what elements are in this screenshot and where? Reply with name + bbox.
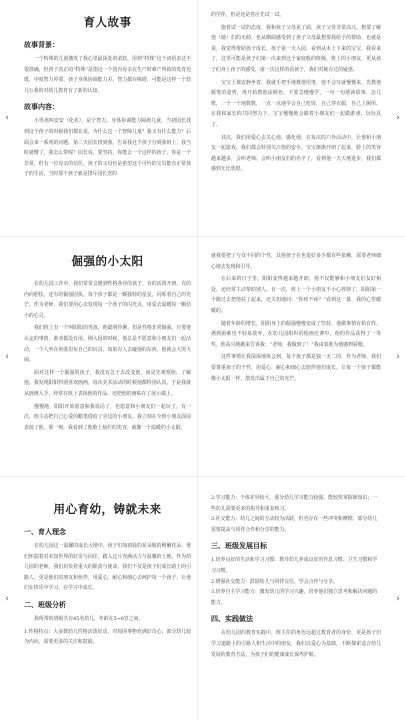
paragraph: 在后来的日子里，阳阳变得越来越开朗，他不仅能够和小朋友们友好相处，还经常主动帮助别人。有一次，班上一个小朋友不小心摔倒了，阳阳第一个跑过去把他扶了起来，还关切地问：“你疼不疼？”看到这一幕，我的心里暖暖的。 [211,276,381,314]
section-heading: 故事内容： [24,103,59,112]
document-page-left [18,477,198,720]
paragraph: 随着年龄的增长，阳阳身上的倔强慢慢变成了坚持，他做事情有始有终，遇到困难也不轻易放弃。在幼儿园组织的绘画比赛中，他的作品获得了一等奖，他高兴地跑来告诉我：“老师，我做到了！”我由衷地为他感到骄傲。 [211,320,381,348]
previous-page-arrow-icon[interactable]: ‹ [5,352,9,362]
list-item: 2.增强社交能力：鼓励幼儿与同伴交往，学会合作与分享。 [211,578,338,585]
list-item: 2.学习能力：个体差异较大，部分幼儿学习能力较强，能较快掌握新知识；一些幼儿需要更多的指导和重复练习。 [211,495,378,512]
list-item: 3.社交能力：幼儿之间的互动较为活跃，但也存在一些冲突和摩擦，部分幼儿需要提高与同伴合作和分享的能力。 [211,516,378,533]
document-page-left [18,0,198,236]
previous-page-arrow-icon[interactable]: ‹ [5,594,9,604]
section-heading: 三、班级发展目标 [211,542,267,551]
paragraph: 1.性格特点：大多数幼儿性格活泼好动，对周围事物充满好奇心；部分幼儿较为内向，需要更多的关注和鼓励。 [24,628,191,646]
paragraph: 这件事情让我深深地体会到，每个孩子都是独一无二的，作为老师，我们要尊重孩子的个性，用爱心、耐心和细心去陪伴他们成长，让每一个孩子都能像小太阳一样，散发出属于自己的光芒。 [211,354,381,382]
paragraph: 在幼儿园工作中，我们常常会遇到性格各异的孩子，有的活泼开朗，有的内向胆怯，还有的倔强固执。每个孩子都是一颗独特的星星，闪烁着自己的光芒。作为老师，我们要用心去发现每一个孩子的闪光点，用爱去温暖每一颗幼小的心灵。 [24,281,191,319]
next-page-arrow-icon[interactable]: › [396,113,400,123]
list-item: 1.培养良好的生活和学习习惯：教导幼儿养成良好的作息习惯、卫生习惯和学习习惯。 [211,557,378,574]
document-preview-card [0,236,405,476]
document-preview-card [0,476,405,720]
paragraph: 小男孩叫安安（化名），是个智力、身体协调能力障碍儿童，当初园长找到这个孩子的时候我们都在说，为什么这一个智障儿童？我又有什么能力？后面会来一系列的问题。第二天园长找到我，告诉我这个孩子分到我班上，我当时就懵了，我怎么带呢？园长说，要坚持，你能去一个这样的孩子，你是一个非常，但有一位母亲的信任，孩子的父母也是希望这个可怜的宝贝能有正常孩子的生活，当时那个孩子就是排斥园长送的 [24,118,191,178]
section-heading: 一、育人理念 [24,528,66,536]
paragraph: 面对这样一个倔强的孩子，我没有急于去改变他，而是先观察他、了解他。我发现阳阳特别喜欢画画，每次美术活动的时候他都特别认真，于是我就从画画入手，经常在班上表扬他的作品，还把他的画贴在了展示墙上。 [24,369,191,397]
section-heading: 四、实践做法 [211,615,253,624]
paragraph: 的学伴，但是还是答应先试一试。 [211,12,285,18]
paragraph: 在幼儿园的教育实践中，班主任的角色远超过教育者的身份，更是孩子们学习道路上的引路人和生活中的朋友，我们以爱心为基础，不断探索适合幼儿发展的教育方法，为孩子们的健康成长保驾护航。 [211,630,381,658]
next-page-arrow-icon[interactable]: › [396,352,400,362]
document-page-right [205,237,387,476]
page-title: 育人故事 [83,15,132,29]
paragraph: 其次，我们用爱心去关心他、感化他，在每次的户外活动中，让他和小朋友一起游戏，我们都会特别关注他的安全，宝宝渐渐开朗了起来，脸上的笑容越来越多，会叫老师、会叫小朋友们的名字了，看到他一天天地进步，我们都感到无比欣慰。 [211,134,381,173]
page-title: 用心育幼，铸就未来 [53,502,162,516]
paragraph: 宝宝上课安静坐着，我就手把手地教他用笔，他不会写就慢慢来，先教他握笔的姿势，再开始教他涂颜色，不要急慢慢学，一句一句地读故事、念儿歌，一个一个地数数，一点一点地学会自己吃饭，自己穿衣服，自己上厕所，在我和家长的共同努力下，宝宝慢慢地会跟着小朋友们一起做游戏、玩玩具了。 [211,79,381,128]
previous-page-arrow-icon[interactable]: ‹ [5,113,9,123]
paragraph: 在幼儿园这一温馨的成长大地中，孩子们如初晨的花朵般的稚嫩花朵，他们怀揣着对未知世界的好奇与向往，踏入这片充满活力与温馨的土地。作为幼儿园的老师，我们肩负着重大的职责与使命。我们不仅是孩子们成长路上的引路人，更是他们的朋友和伙伴，用爱心、耐心和细心去呵护每一个孩子，让他们在快乐中学习，在学习中成长。 [24,543,191,592]
document-page-right [205,477,387,720]
paragraph: 就我要把了与众不同的个性，其他孩子在也很好多少都有些依赖，需要老师细心地去发现和引导。 [211,253,381,270]
document-page-left [18,237,198,476]
section-heading: 二、班级分析 [24,600,66,609]
list-item: 3.培养自主学习能力：激发幼儿的学习兴趣，培养他们独立思考和解决问题的能力。 [211,589,378,606]
next-page-arrow-icon[interactable]: › [396,594,400,604]
paragraph: 一个特殊的儿童激发了我心里最深处的柔软，用到“特殊”这个词语表达不很准确，但孩子真正的“特殊”是指这一个国内母亲在生产时难产所致的发育迟缓，中度智力停滞，孩子身体协调能力差，智力都存障碍，可能是这样一个幼儿公我的对幼儿教育有了新的认知。 [24,56,191,94]
paragraph: 慢慢地，阳阳开始愿意和我说话了，也愿意和小朋友们一起玩了。有一次，他主动把自己心爱的蜡笔借给了旁边的小朋友，我立刻在全班小朋友面前表扬了他，那一刻，我看到了他脸上灿烂的笑容，就像一个温暖的小太阳。 [24,403,191,431]
paragraph: 抱着试一试的态度，我和孩子父母见了面，孩子父母非常高兴，想要了解他（她）们的无助、也从侧面感受到了孩子父母最想要我给予的帮助，也就是说，我觉得帮助孩子成长，孩子第一天入园，看到从未上下来的宝宝，我看来了，这里可能是孩子们第一次来到这个家庭般的班级，班上的小朋友，更从孩子们身上孩子的感受，第一次这样的看孩子，我们对她有过的疑惑。 [211,24,381,73]
document-page-right [205,0,387,236]
paragraph: 我所带的班级共有45名幼儿，年龄在5~6岁之间。 [34,615,144,622]
document-preview-card [0,0,405,236]
page-title: 倔强的小太阳 [71,254,144,268]
section-heading: 故事背景： [24,41,59,49]
paragraph: 我们班上有一个叫阳阳的男孩，他聪明伶俐，但是性格非常倔强。只要他认定的事情，谁劝都没有用。刚入园的时候，他总是不愿意和小朋友们一起活动，一个人坐在角落里玩自己的玩具，如果有人去碰他的东西，他就会大哭大闹。 [24,325,191,364]
